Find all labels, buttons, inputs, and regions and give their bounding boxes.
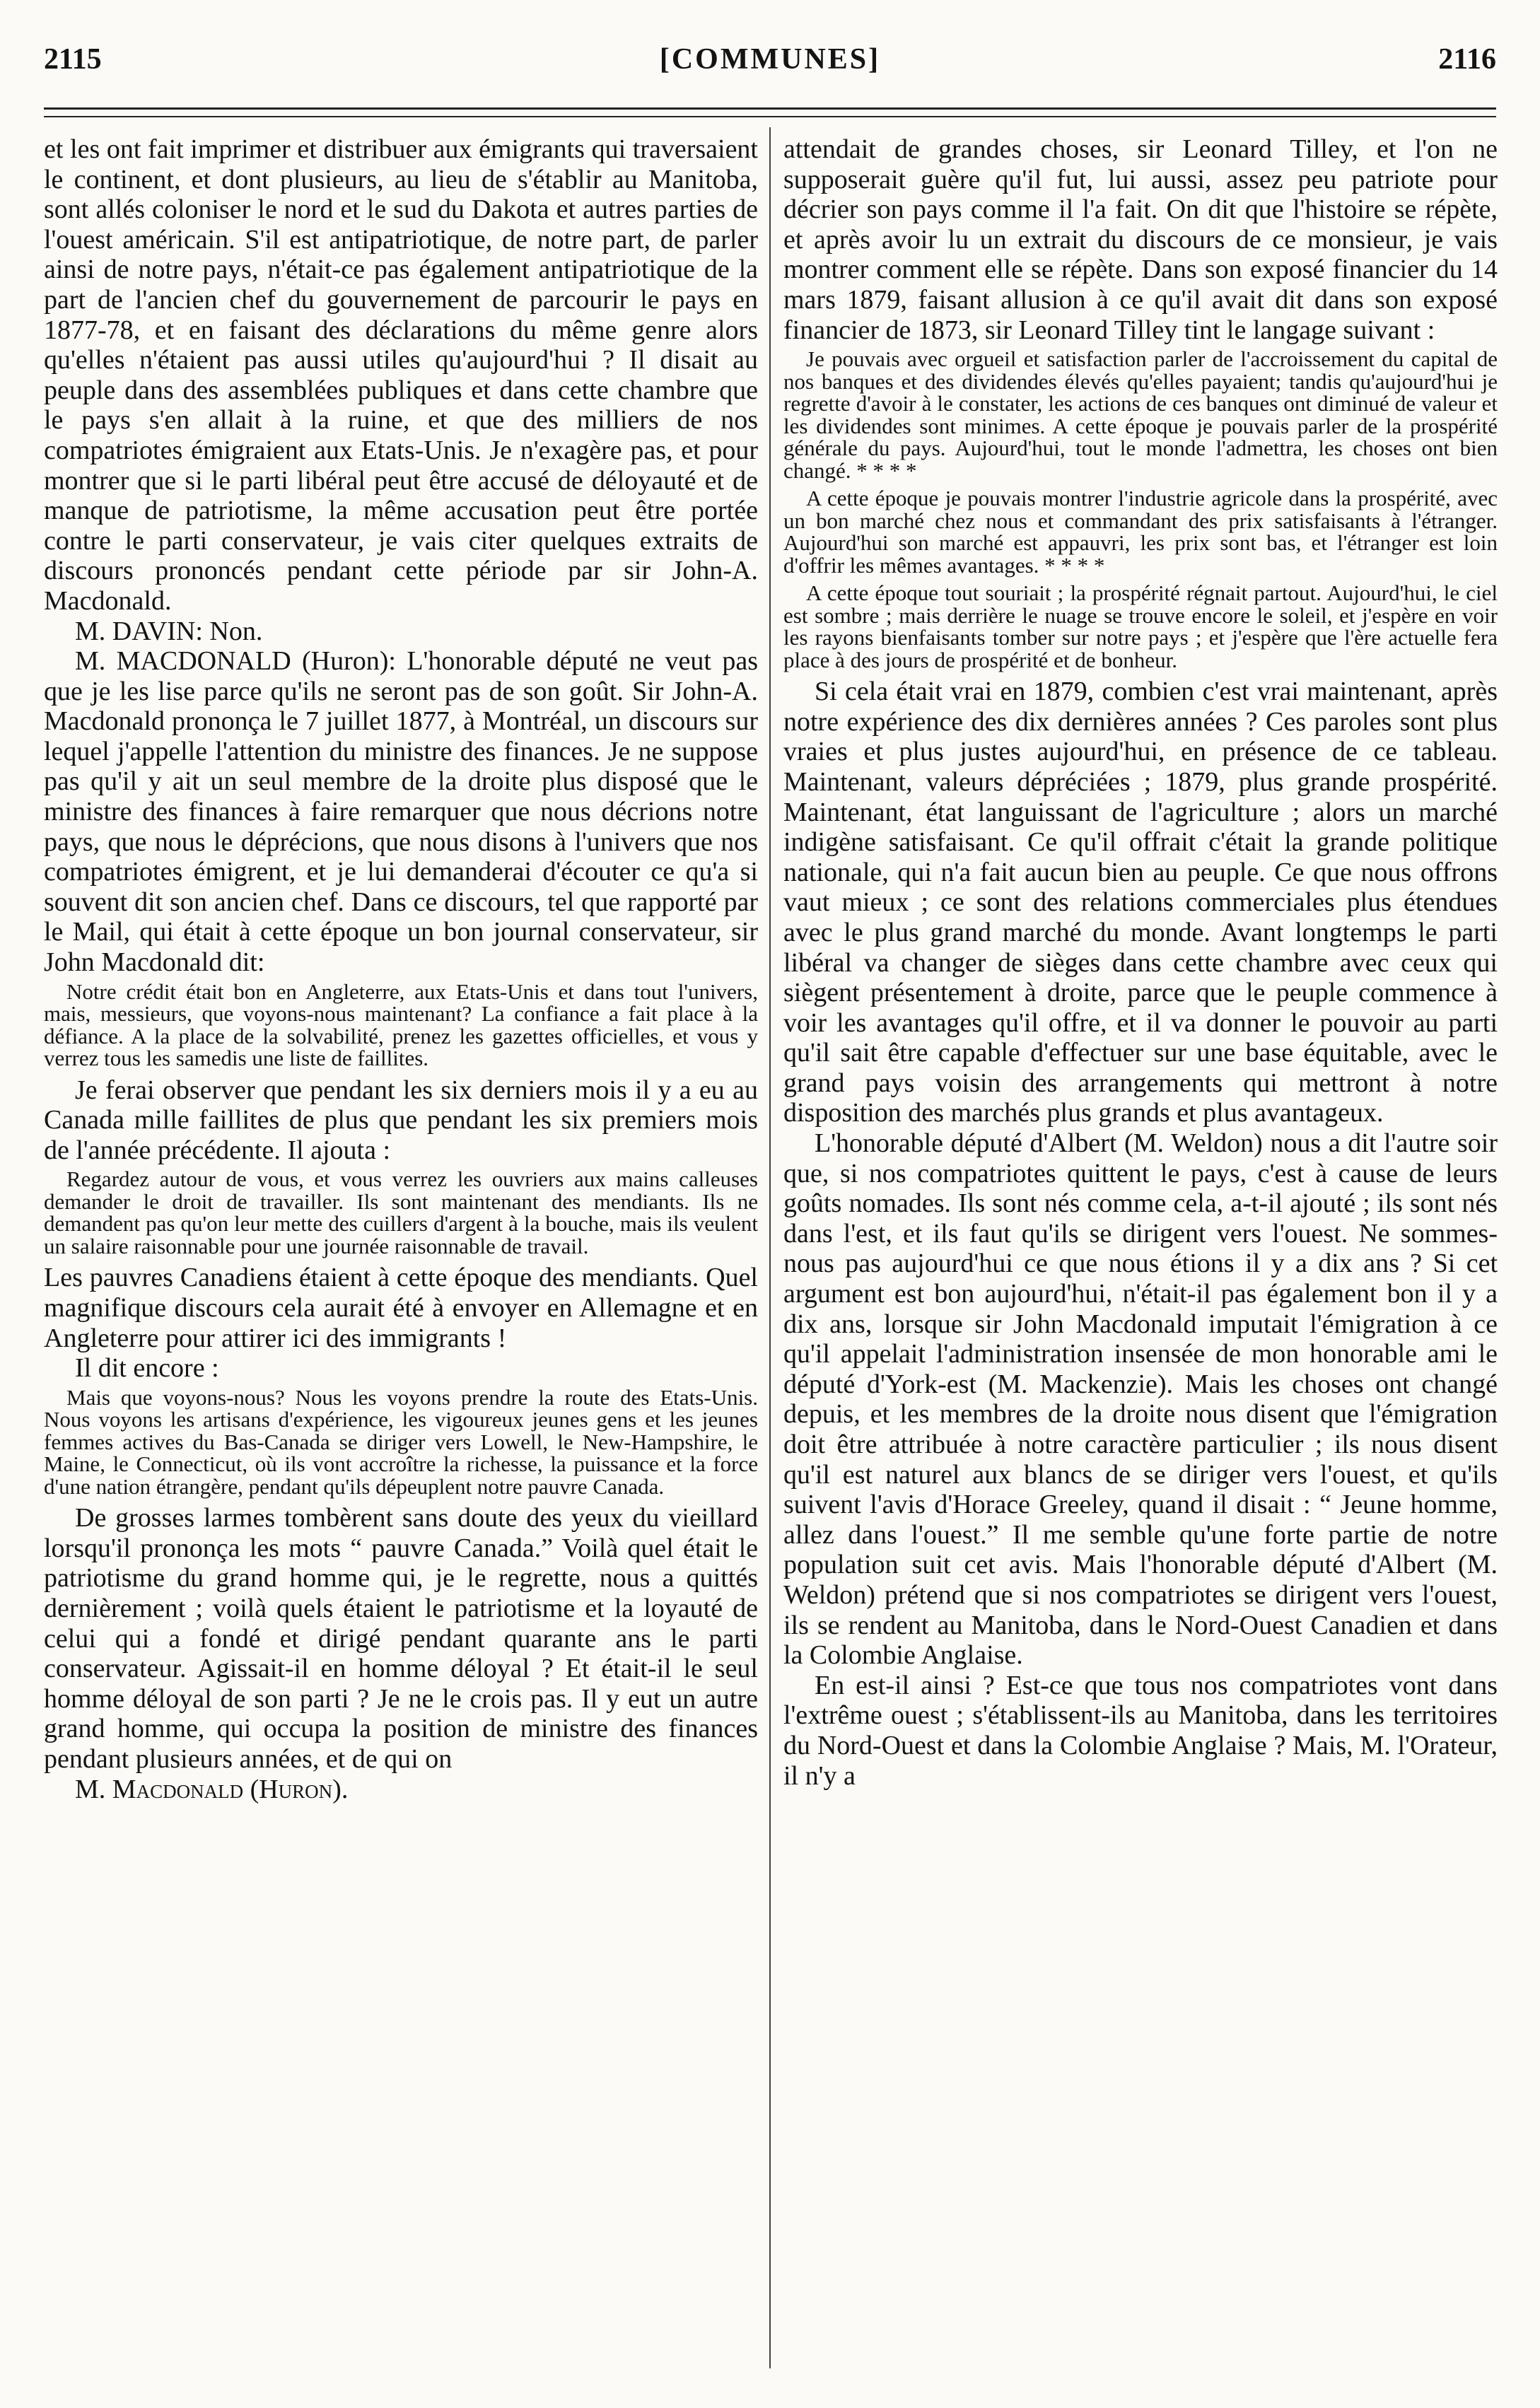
paragraph: Il dit encore : <box>75 1353 219 1384</box>
paragraph: attendait de grandes choses, sir Leonard Tilley, et l'on ne supposerait guère qu'il fut, lui aussi, assez peu patriote pour décrier son pays comme il l'a fait. On dit que l'histoire se répète, et après avoir lu un extrait du discours de ce monsieur, je vais montrer comment elle se répète. Dans son exposé financier du 14 mars 1879, faisant allusion à ce qu'il avait dit dans son exposé financier de 1873, sir Leonard Tilley tint le langage suivant : <box>783 134 1498 345</box>
left-column <box>44 134 758 2361</box>
paragraph: L'honorable député d'Albert (M. Weldon) nous a dit l'autre soir que, si nos compatriotes quittent le pays, c'est à cause de leurs goûts nomades. Ils sont nés comme cela, a-t-il ajouté ; ils sont nés dans l'est, et ils faut qu'ils se dirigent vers l'ouest. Ne sommes-nous pas aujourd'hui ce que nous étions il y a dix ans ? Si cet argument est bon aujourd'hui, n'était-il pas également bon il y a dix ans, lorsque sir John Macdonald imputait l'émigration à ce qu'il appelait l'administration insensée de mon honorable ami le député d'York-est (M. Mackenzie). Mais les choses ont changé depuis, et les membres de la droite nous disent que l'émigration doit être attribuée à notre caractère particulier ; ils nous disent qu'il est naturel aux blancs de se diriger vers l'ouest, et qu'ils suivent l'avis d'Horace Greeley, quand il disait : “ Jeune homme, allez dans l'ouest.” Il me semble qu'une forte partie de notre population suit cet avis. Mais l'honorable député d'Albert (M. Weldon) prétend que si nos compatriotes se dirigent vers l'ouest, ils se rendent au Manitoba, dans le Nord-Ouest Canadien et dans la Colombie Anglaise. <box>783 1128 1498 1671</box>
paragraph: Si cela était vrai en 1879, combien c'est vrai maintenant, après notre expérience des dix dernières années ? Ces paroles sont plus vraies et plus justes aujourd'hui, en présence de ce tableau. Maintenant, valeurs dépréciées ; 1879, plus grande prospérité. Maintenant, état languissant de l'agriculture ; alors un marché indigène satisfaisant. Ce qu'il offrait c'était la grande politique nationale, qui n'a fait aucun bien au peuple. Ce que nous offrons vaut mieux ; ce sont des relations commerciales plus étendues avec le plus grand marché du monde. Avant longtemps le parti libéral va changer de sièges dans cette chambre avec ceux qui siègent présentement à droite, parce que le peuple commence à voir les avantages qu'il offre, et il va donner le pouvoir au parti qu'il sait être capable d'effectuer sur une base équitable, avec le grand pays voisin des arrangements qui mettront à notre disposition des marchés plus grands et plus avantageux. <box>783 677 1498 1128</box>
paragraph: et les ont fait imprimer et distribuer aux émigrants qui traversaient le continent, et dont plusieurs, au lieu de s'établir au Manitoba, sont allés coloniser le nord et le sud du Dakota et autres parties de l'ouest américain. S'il est antipatriotique, de notre part, de parler ainsi de notre pays, n'était-ce pas également antipatriotique de la part de l'ancien chef du gouvernement de parcourir le pays en 1877-78, et en faisant des déclarations du même genre alors qu'elles n'étaient pas aussi utiles qu'aujourd'hui ? Il disait au peuple dans des assemblées publiques et dans cette chambre que le pays s'en allait à la ruine, et que des milliers de nos compatriotes émigraient aux Etats-Unis. Je n'exagère pas, et pour montrer que si le parti libéral peut être accusé de déloyauté et de manque de patriotisme, la même accusation peut être portée contre le parti conservateur, je vais citer quelques extraits de discours prononcés pendant cette période par sir John-A. Macdonald. <box>44 134 758 616</box>
running-title: [COMMUNES] <box>659 43 881 76</box>
quoted-extract: Notre crédit était bon en Angleterre, aux Etats-Unis et dans tout l'univers, mais, messieurs, que voyons-nous maintenant? La confiance a fait place à la défiance. A la place de la solvabilité, prenez les gazettes officielles, et vous y verrez tous les samedis une liste de faillites. <box>44 978 758 1071</box>
paragraph: M. MACDONALD (Huron): L'honorable député ne veut pas que je les lise parce qu'ils ne seront pas de son goût. Sir John-A. Macdonald prononça le 7 juillet 1877, à Montréal, un discours sur lequel j'appelle l'attention du ministre des finances. Je ne suppose pas qu'il y ait un seul membre de la droite plus disposé que le ministre des finances à faire remarquer que nous décrions notre pays, que nous le déprécions, que nous disons à l'univers que nos compatriotes émigrent, et je lui demanderai d'écouter ce qu'a si souvent dit son ancien chef. Dans ce discours, tel que rapporté par le Mail, qui était à cette époque un bon journal conservateur, sir John Macdonald dit: <box>44 646 758 978</box>
paragraph: Je ferai observer que pendant les six derniers mois il y a eu au Canada mille faillites de plus que pendant les six premiers mois de l'année précédente. Il ajouta : <box>44 1075 758 1165</box>
paragraph: Les pauvres Canadiens étaient à cette époque des mendiants. Quel magnifique discours cela aurait été à envoyer en Allemagne et en Angleterre pour attirer ici des immigrants ! <box>44 1263 758 1353</box>
page-number-right: 2116 <box>1438 43 1496 76</box>
paragraph: En est-il ainsi ? Est-ce que tous nos compatriotes vont dans l'extrême ouest ; s'établissent-ils au Manitoba, dans les territoires du Nord-Ouest et dans la Colombie Anglaise ? Mais, M. l'Orateur, il n'y a <box>783 1670 1498 1791</box>
paragraph: De grosses larmes tombèrent sans doute des yeux du vieillard lorsqu'il prononça les mots “ pauvre Canada.” Voilà quel était le patriotisme du grand homme qui, je le regrette, nous a quittés dernièrement ; voilà quels étaient le patriotisme et la loyauté de celui qui a fondé et dirigé pendant quarante ans le parti conservateur. Agissait-il en homme déloyal ? Et était-il le seul homme déloyal de son parti ? Je ne le crois pas. Il y eut un autre grand homme, qui occupa la position de ministre des finances pendant plusieurs années, et de qui on <box>44 1503 758 1775</box>
paragraph: M. DAVIN: Non. <box>75 616 263 646</box>
page-header <box>44 42 1496 85</box>
quoted-extract: Regardez autour de vous, et vous verrez les ouvriers aux mains calleuses demander le droit de travailler. Ils sont maintenant des mendiants. Ils ne demandent pas qu'on leur mette des cuillers d'argent à la bouche, mais ils veulent un salaire raisonnable pour une journée raisonnable de travail. <box>44 1167 758 1258</box>
quoted-extract: A cette époque tout souriait ; la prospérité régnait partout. Aujourd'hui, le ciel est sombre ; mais derrière le nuage se trouve encore le soleil, et j'espère en voir les rayons bienfaisants tomber sur notre pays ; et j'espère que l'ère actuelle fera place à des jours de prospérité et de bonheur. <box>783 580 1498 672</box>
header-rule-top <box>44 107 1496 110</box>
quoted-extract: A cette époque je pouvais montrer l'industrie agricole dans la prospérité, avec un bon marché chez nous et commandant des prix satisfaisants à l'étranger. Aujourd'hui son marché est appauvri, les prix sont bas, et l'étranger est loin d'offrir les mêmes avantages. * * * * <box>783 486 1498 578</box>
page-number-left: 2115 <box>44 43 102 76</box>
column-divider <box>769 127 771 2368</box>
speaker-footer: M. Macdonald (Huron). <box>75 1774 349 1804</box>
header-rule-bottom <box>44 116 1496 117</box>
quoted-extract: Mais que voyons-nous? Nous les voyons prendre la route des Etats-Unis. Nous voyons les artisans d'expérience, les vigoureux jeunes gens et les jeunes femmes actives du Bas-Canada se diriger vers Lowell, le New-Hampshire, le Maine, le Connecticut, où ils vont accroître la richesse, la puissance et la force d'une nation étrangère, pendant qu'ils dépeuplent notre pauvre Canada. <box>44 1384 758 1499</box>
right-column <box>783 134 1498 2361</box>
quoted-extract: Je pouvais avec orgueil et satisfaction parler de l'accroissement du capital de nos banques et des dividendes élevés qu'elles payaient; tandis qu'aujourd'hui je regrette d'avoir à le constater, les actions de ces banques ont diminué de valeur et les dividendes sont minimes. A cette époque je pouvais parler de la prospérité générale du pays. Aujourd'hui, tout le monde l'admettra, les choses ont bien changé. * * * * <box>783 346 1498 483</box>
